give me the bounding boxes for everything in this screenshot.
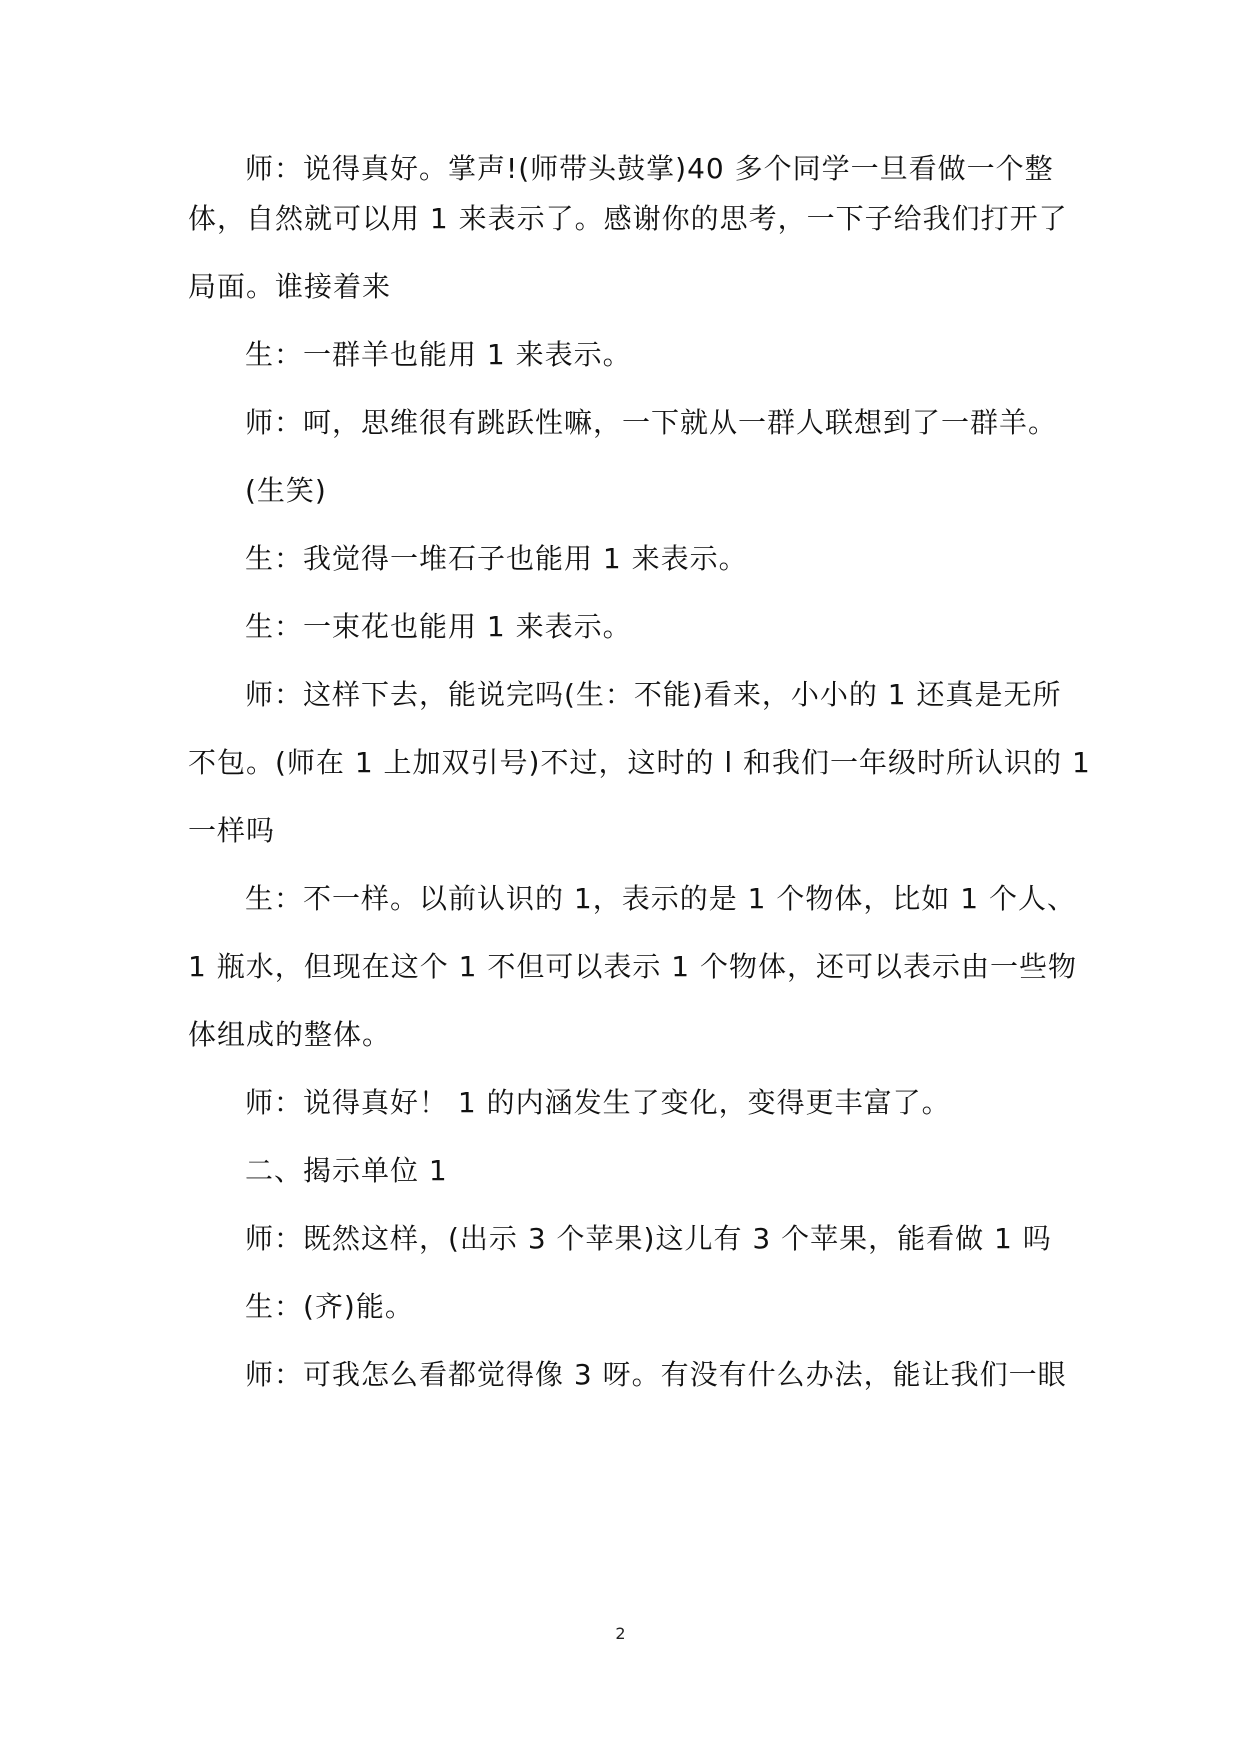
text-line: 体，自然就可以用 1 来表示了。感谢你的思考，一下子给我们打开了 xyxy=(188,202,1068,235)
text-line: 局面。谁接着来 xyxy=(188,270,392,303)
text-line: (生笑) xyxy=(245,474,327,507)
text-line: 生：一群羊也能用 1 来表示。 xyxy=(245,338,632,371)
text-line: 生：(齐)能。 xyxy=(245,1290,414,1323)
text-line: 体组成的整体。 xyxy=(188,1018,392,1051)
text-line: 1 瓶水，但现在这个 1 不但可以表示 1 个物体，还可以表示由一些物 xyxy=(188,950,1077,983)
text-line: 师：既然这样，(出示 3 个苹果)这儿有 3 个苹果，能看做 1 吗 xyxy=(245,1222,1052,1255)
text-line: 师：这样下去，能说完吗(生：不能)看来，小小的 1 还真是无所 xyxy=(245,678,1062,711)
text-line: 师：呵，思维很有跳跃性嘛，一下就从一群人联想到了一群羊。 xyxy=(245,406,1058,439)
text-line: 生：一束花也能用 1 来表示。 xyxy=(245,610,632,643)
text-line: 师：说得真好！ 1 的内涵发生了变化，变得更丰富了。 xyxy=(245,1086,951,1119)
text-line: 不包。(师在 1 上加双引号)不过，这时的 l 和我们一年级时所认识的 1 xyxy=(188,746,1091,779)
text-line: 生：我觉得一堆石子也能用 1 来表示。 xyxy=(245,542,748,575)
section-heading: 二、揭示单位 1 xyxy=(245,1154,448,1187)
text-line: 生：不一样。以前认识的 1，表示的是 1 个物体，比如 1 个人、 xyxy=(245,882,1076,915)
text-line: 师：说得真好。掌声!(师带头鼓掌)40 多个同学一旦看做一个整 xyxy=(245,152,1054,185)
text-line: 师：可我怎么看都觉得像 3 呀。有没有什么办法，能让我们一眼 xyxy=(245,1358,1067,1391)
text-line: 一样吗 xyxy=(188,814,276,847)
page-number: 2 xyxy=(615,1624,626,1643)
